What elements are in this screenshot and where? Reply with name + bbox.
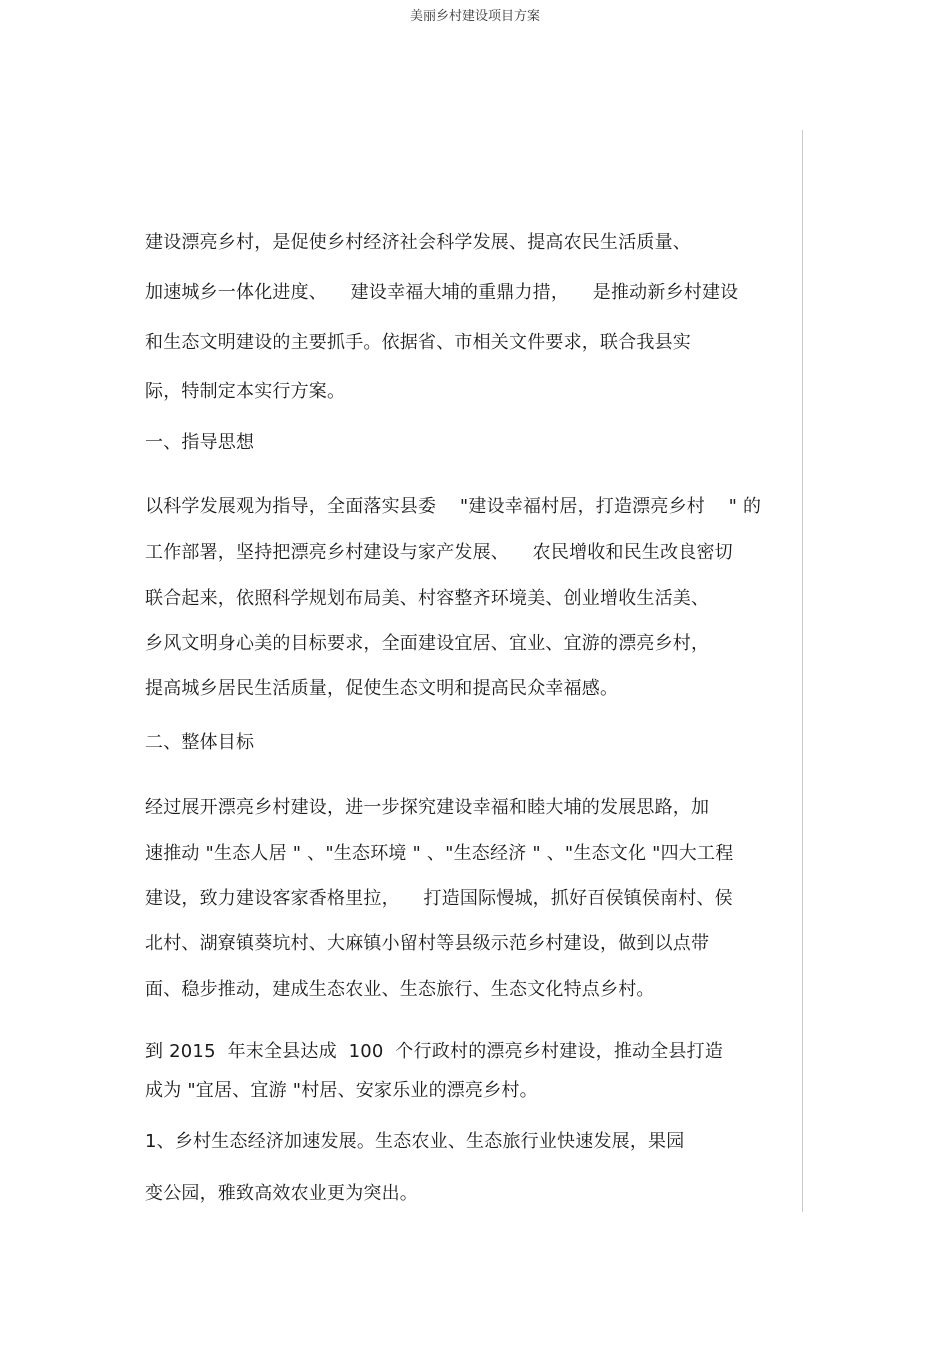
paragraph-line: 变公园，雅致高效农业更为突出。 <box>145 1183 418 1204</box>
paragraph-line: 和生态文明建设的主要抓手。依据省、市相关文件要求，联合我县实 <box>145 332 691 353</box>
paragraph-line: 建设，致力建设客家香格里拉， 打造国际慢城，抓好百侯镇侯南村、侯 <box>145 888 733 909</box>
paragraph-line: 1、乡村生态经济加速发展。生态农业、生态旅行业快速发展，果园 <box>145 1131 685 1152</box>
paragraph-line: 北村、湖寮镇葵坑村、大麻镇小留村等县级示范乡村建设，做到以点带 <box>145 933 710 954</box>
paragraph-line: 成为 "宜居、宜游 "村居、安家乐业的漂亮乡村。 <box>145 1080 538 1101</box>
paragraph-line: 面、稳步推动，建成生态农业、生态旅行、生态文化特点乡村。 <box>145 979 655 1000</box>
paragraph-line: 建设漂亮乡村，是促使乡村经济社会科学发展、提高农民生活质量、 <box>145 232 691 253</box>
paragraph-line: 际，特制定本实行方案。 <box>145 381 346 402</box>
paragraph-line: 提高城乡居民生活质量，促使生态文明和提高民众幸福感。 <box>145 678 619 699</box>
paragraph-line: 加速城乡一体化进度、 建设幸福大埔的重鼎力措， 是推动新乡村建设 <box>145 282 739 303</box>
paragraph-line: 以科学发展观为指导，全面落实县委 "建设幸福村居，打造漂亮乡村 " 的 <box>145 496 762 517</box>
paragraph-line: 经过展开漂亮乡村建设，进一步探究建设幸福和睦大埔的发展思路，加 <box>145 797 710 818</box>
paragraph-line: 速推动 "生态人居 " 、"生态环境 " 、"生态经济 " 、"生态文化 "四大工程 <box>145 843 734 864</box>
page-header-title: 美丽乡村建设项目方案 <box>409 9 540 24</box>
section-heading: 二、整体目标 <box>145 732 255 753</box>
paragraph-line: 联合起来，依照科学规划布局美、村容整齐环境美、创业增收生活美、 <box>145 588 710 609</box>
paragraph-line: 到 2015 年末全县达成 100 个行政村的漂亮乡村建设，推动全县打造 <box>145 1041 724 1062</box>
section-heading: 一、指导思想 <box>145 432 255 453</box>
margin-rule <box>802 130 803 1212</box>
paragraph-line: 工作部署，坚持把漂亮乡村建设与家产发展、 农民增收和民生改良密切 <box>145 542 733 563</box>
paragraph-line: 乡风文明身心美的目标要求，全面建设宜居、宜业、宜游的漂亮乡村， <box>145 633 710 654</box>
